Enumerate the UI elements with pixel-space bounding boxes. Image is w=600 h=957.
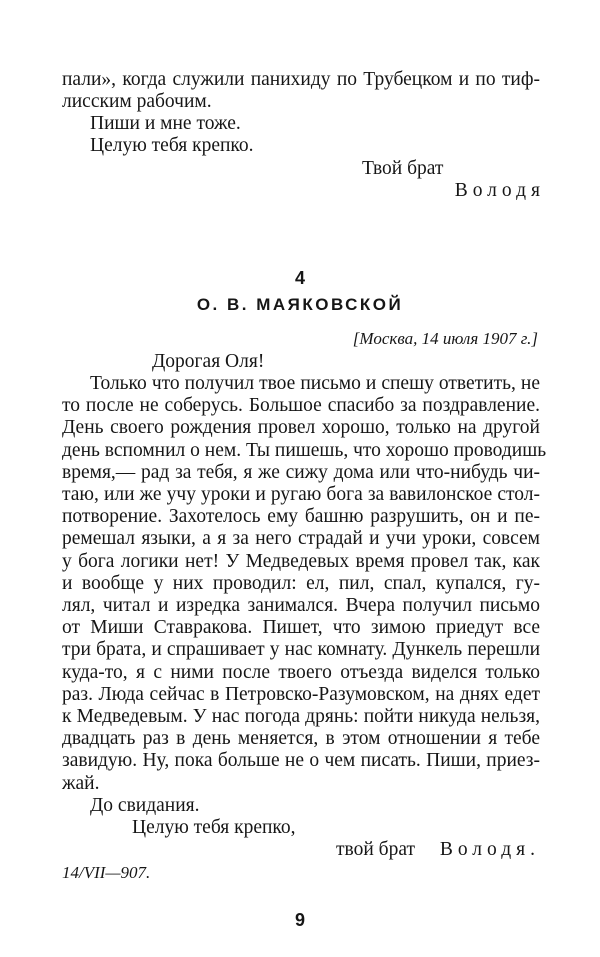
letter-body-line-19: жай.: [62, 773, 100, 794]
letter-closing-line: [336, 838, 540, 862]
page-number: 9: [294, 910, 305, 930]
letter-body-line-15: раз. Люда сейчас в Петровско-Разумовском, на днях едет: [62, 684, 540, 705]
letter-body-line-9: у бога логики нет! У Медведевых время провел так, как: [62, 551, 540, 572]
letter-body-line-5: время,— рад за тебя, я же сижу дома или что-нибудь чи-: [62, 462, 540, 483]
letter-signature: Володя.: [439, 839, 540, 860]
previous-letter-signature: Володя: [454, 180, 545, 201]
letter-closing: твой брат: [336, 839, 415, 860]
letter-recipient: О. В. МАЯКОВСКОЙ: [196, 295, 404, 314]
letter-body-line-8: ремешал языки, а я за него страдай и учи уроки, совсем: [62, 528, 540, 549]
letter-body-line-14: куда-то, я с ними после твоего отъезда виделся только: [62, 662, 540, 683]
letter-body-line-17: двадцать раз в день меняется, в этом отношении я тебе: [62, 728, 540, 749]
letter-salutation: Дорогая Оля!: [152, 351, 265, 372]
letter-body-line-13: три брата, и спрашивает у нас комнату. Дункель перешли: [62, 639, 540, 660]
letter-body-line-11: лял, читал и изредка занимался. Вчера получил письмо: [62, 595, 540, 616]
previous-letter-line-2: лисским рабочим.: [62, 91, 212, 112]
letter-body-line-16: к Медведевым. У нас погода дрянь: пойти никуда нельзя,: [62, 706, 540, 727]
previous-letter-request: Пиши и мне тоже.: [90, 113, 241, 134]
letter-kiss: Целую тебя крепко,: [132, 817, 296, 838]
letter-body-line-10: и вообще у них проводил: ел, пил, спал, купался, гу-: [62, 573, 540, 594]
letter-body-line-3: День своего рождения провел хорошо, только на другой: [62, 417, 540, 438]
letter-body-line-18: завидую. Ну, пока больше не о чем писать. Пиши, приез-: [62, 750, 540, 771]
previous-letter-closing: Твой брат: [362, 158, 444, 179]
letter-body-line-7: потворение. Захотелось ему башню разрушить, он и пе-: [62, 506, 540, 527]
letter-farewell: До свидания.: [90, 795, 200, 816]
letter-number: 4: [294, 268, 305, 288]
letter-body-line-2: то после не соберусь. Большое спасибо за поздравление.: [62, 395, 540, 416]
letter-body-line-12: от Миши Ставракова. Пишет, что зимою приедут все: [62, 617, 540, 638]
letter-dateline: [Москва, 14 июля 1907 г.]: [352, 329, 538, 348]
previous-letter-line-1: пали», когда служили панихиду по Трубецком и по тиф-: [62, 69, 540, 90]
letter-body-line-6: таю, или же учу уроки и ругаю бога за вавилонское стол-: [62, 484, 540, 505]
letter-body-line-4: день вспомнил о нем. Ты пишешь, что хорошо проводишь: [62, 440, 547, 461]
previous-letter-kiss: Целую тебя крепко.: [90, 135, 254, 156]
letter-body-line-1: Только что получил твое письмо и спешу ответить, не: [90, 373, 540, 394]
letter-date: 14/VII—907.: [62, 863, 151, 882]
